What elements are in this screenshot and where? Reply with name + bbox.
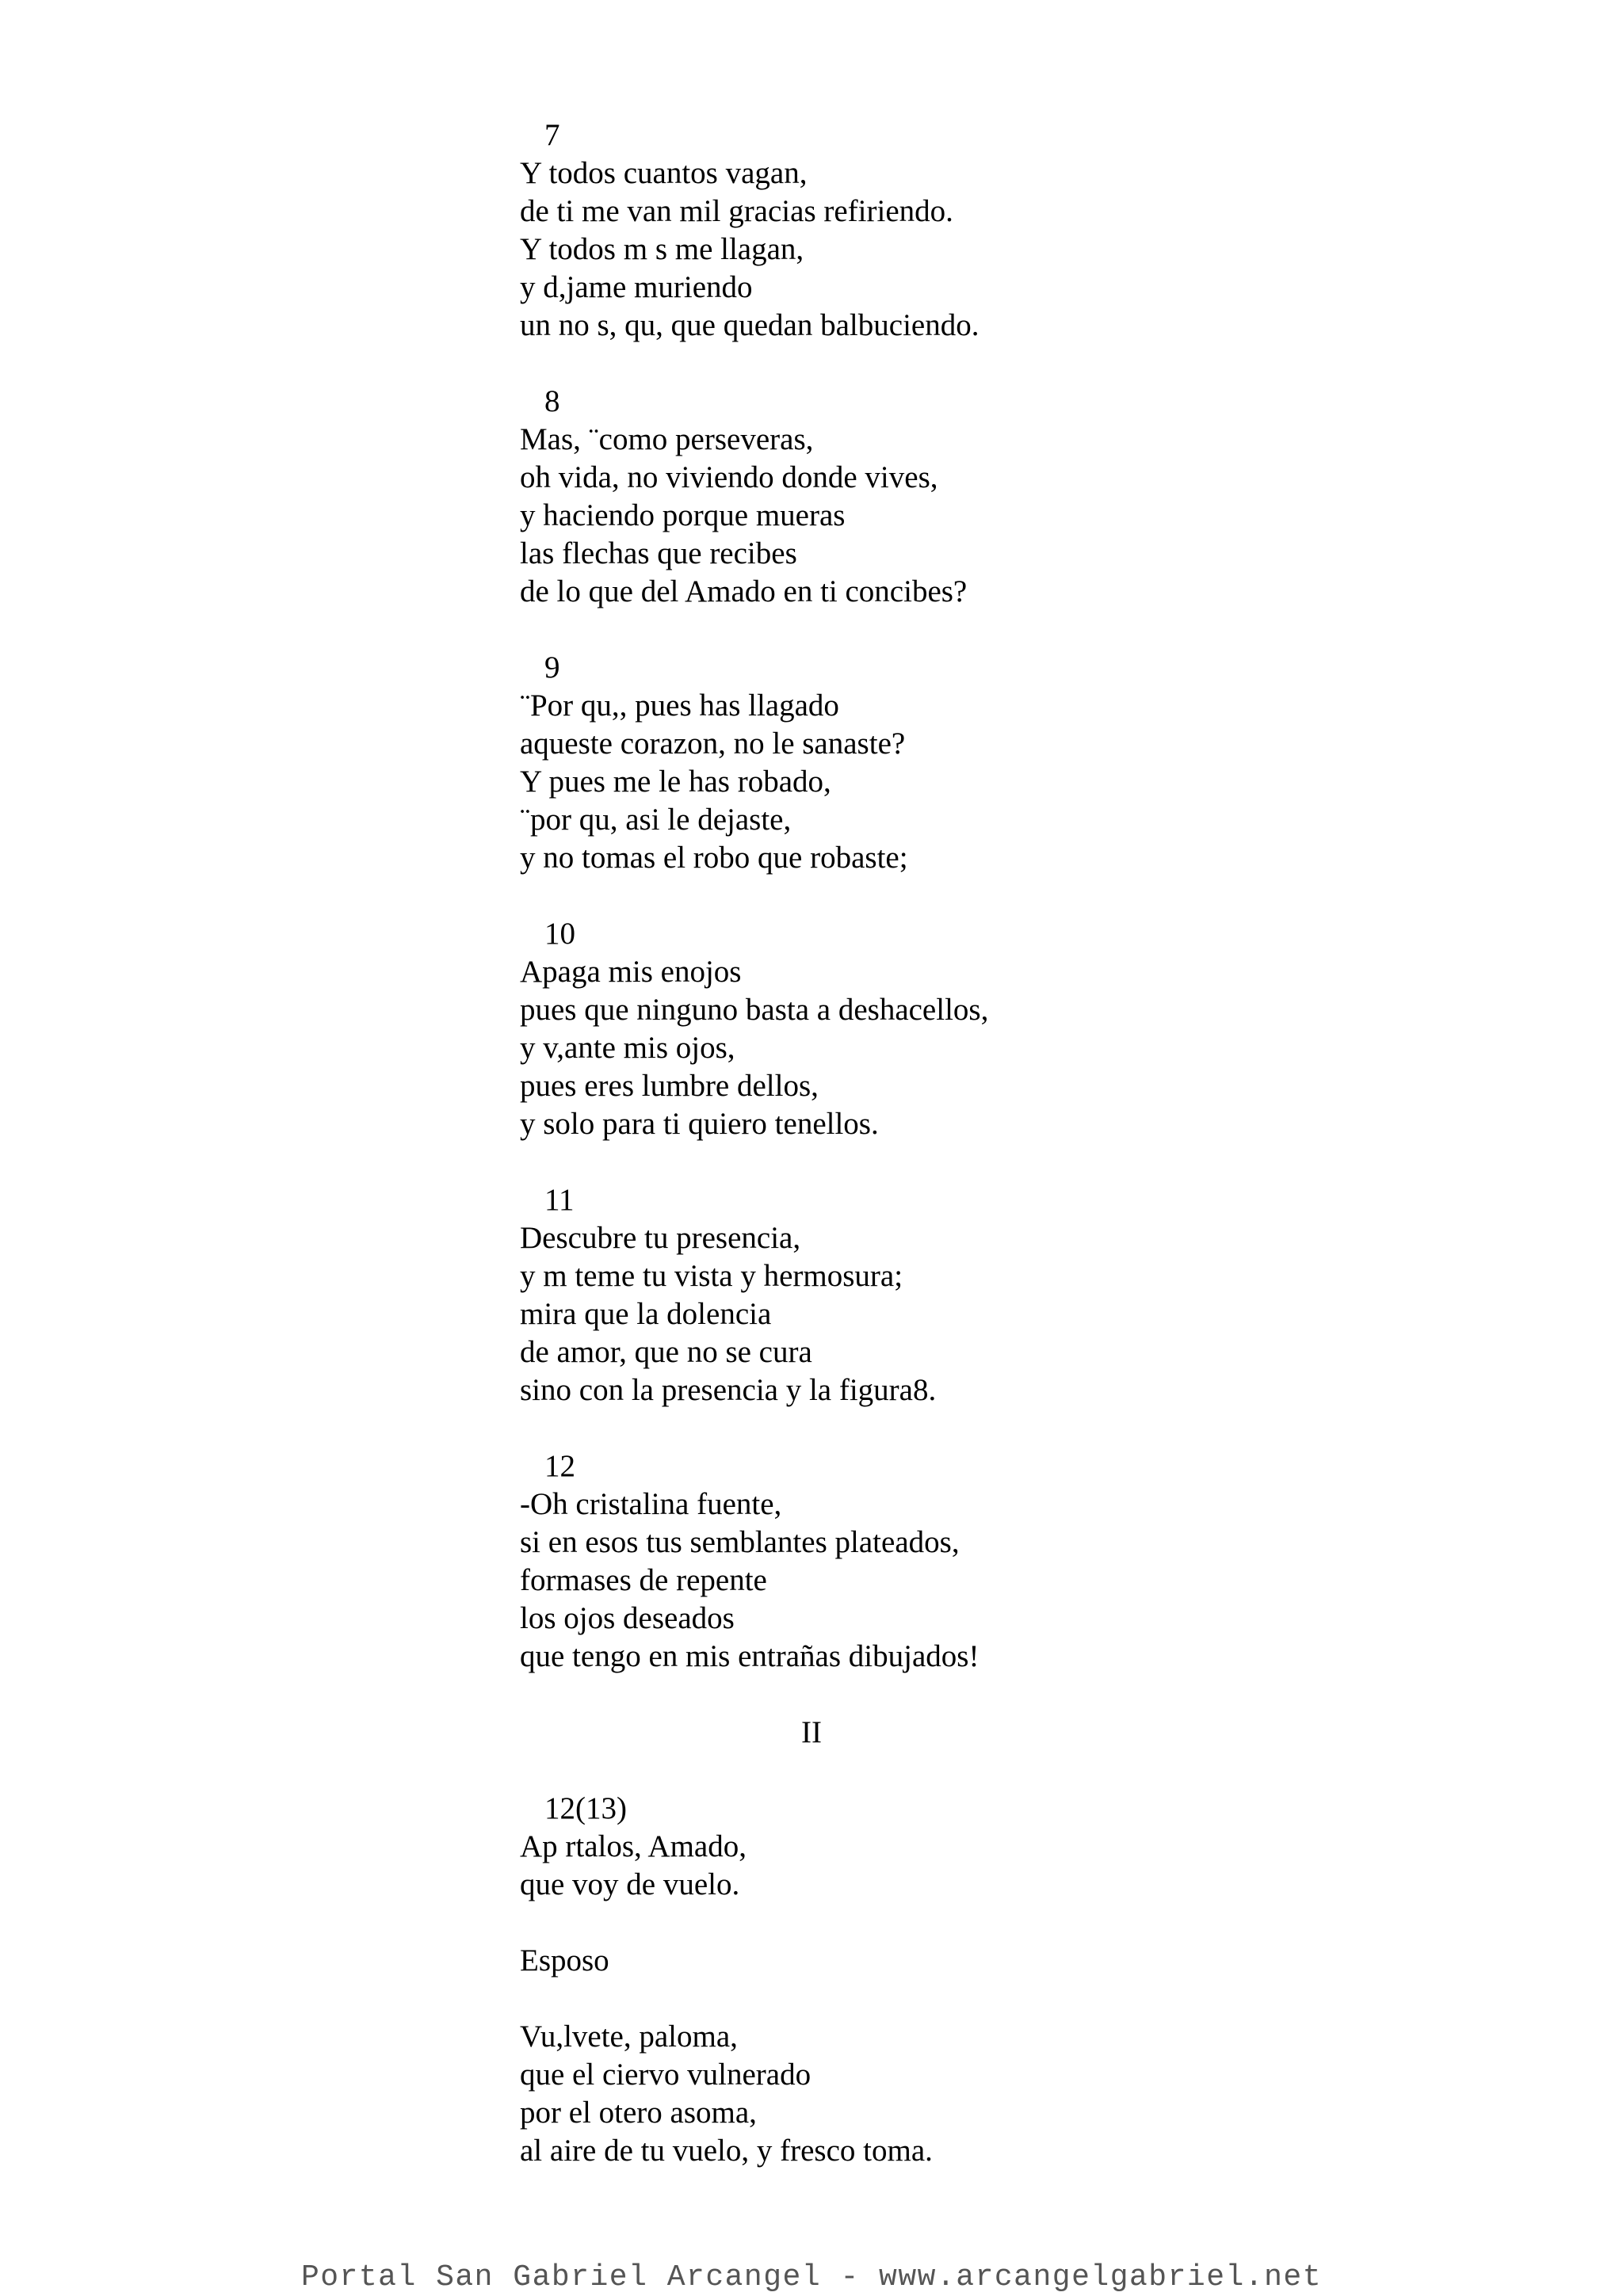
stanza-number: 12(13) — [544, 1791, 627, 1825]
verse-line: Vu,lvete, paloma, — [520, 2019, 738, 2054]
stanza-gap — [520, 1752, 1392, 1790]
stanza-number: 11 — [544, 1183, 575, 1217]
verse-line: ¨Por qu,, pues has llagado — [520, 688, 839, 723]
verse-line: y m teme tu vista y hermosura; — [520, 1259, 903, 1293]
speaker-label: Esposo — [520, 1943, 609, 1978]
verse-line: Y todos cuantos vagan, — [520, 156, 808, 190]
verse-line: pues eres lumbre dellos, — [520, 1069, 819, 1103]
verse-line: mira que la dolencia — [520, 1297, 772, 1331]
verse-line: por el otero asoma, — [520, 2096, 757, 2130]
verse-line: oh vida, no viviendo donde vives, — [520, 460, 938, 494]
verse-line: los ojos deseados — [520, 1601, 735, 1635]
stanza-gap — [520, 1980, 1392, 2018]
page-footer: Portal San Gabriel Arcangel - www.arcangelgabriel.net — [300, 2260, 1323, 2294]
stanza-gap — [520, 877, 1392, 915]
verse-line: que el ciervo vulnerado — [520, 2058, 812, 2092]
verse-line: pues que ninguno basta a deshacellos, — [520, 993, 989, 1027]
verse-line: y d,jame muriendo — [520, 270, 753, 304]
verse-line: de ti me van mil gracias refiriendo. — [520, 194, 953, 228]
stanza-gap — [520, 1904, 1392, 1942]
verse-line: que tengo en mis entrañas dibujados! — [520, 1639, 980, 1673]
stanza-gap — [520, 345, 1392, 383]
verse-line: las flechas que recibes — [520, 536, 797, 570]
verse-line: formases de repente — [520, 1563, 767, 1597]
verse-line: Ap rtalos, Amado, — [520, 1829, 747, 1863]
verse-line: que voy de vuelo. — [520, 1867, 740, 1901]
verse-line: Apaga mis enojos — [520, 955, 742, 989]
verse-line: y v,ante mis ojos, — [520, 1031, 735, 1065]
stanza-gap — [520, 1143, 1392, 1181]
stanza-number: 7 — [544, 118, 560, 152]
verse-line: Y pues me le has robado, — [520, 765, 831, 799]
stanza-number: 12 — [544, 1449, 575, 1483]
verse-line: de lo que del Amado en ti concibes? — [520, 574, 968, 608]
stanza-number: 9 — [544, 650, 560, 685]
poem-column — [520, 116, 1392, 2170]
stanza-gap — [520, 611, 1392, 649]
verse-line: un no s, qu, que quedan balbuciendo. — [520, 308, 980, 342]
verse-line: ¨por qu, asi le dejaste, — [520, 803, 792, 837]
verse-line: al aire de tu vuelo, y fresco toma. — [520, 2134, 933, 2168]
verse-line: Descubre tu presencia, — [520, 1221, 801, 1255]
verse-line: Mas, ¨como perseveras, — [520, 422, 814, 456]
stanza-number: 10 — [544, 917, 575, 951]
verse-line: y haciendo porque mueras — [520, 498, 846, 532]
verse-line: sino con la presencia y la figura8. — [520, 1373, 937, 1407]
stanza-gap — [520, 1676, 1392, 1714]
verse-line: si en esos tus semblantes plateados, — [520, 1525, 960, 1559]
stanza-gap — [520, 1409, 1392, 1447]
section-heading: II — [801, 1715, 822, 1749]
verse-line: y solo para ti quiero tenellos. — [520, 1107, 879, 1141]
verse-line: y no tomas el robo que robaste; — [520, 841, 908, 875]
stanza-number: 8 — [544, 384, 560, 418]
verse-line: Y todos m s me llagan, — [520, 232, 804, 266]
verse-line: de amor, que no se cura — [520, 1335, 812, 1369]
verse-line: -Oh cristalina fuente, — [520, 1487, 782, 1521]
verse-line: aqueste corazon, no le sanaste? — [520, 727, 906, 761]
